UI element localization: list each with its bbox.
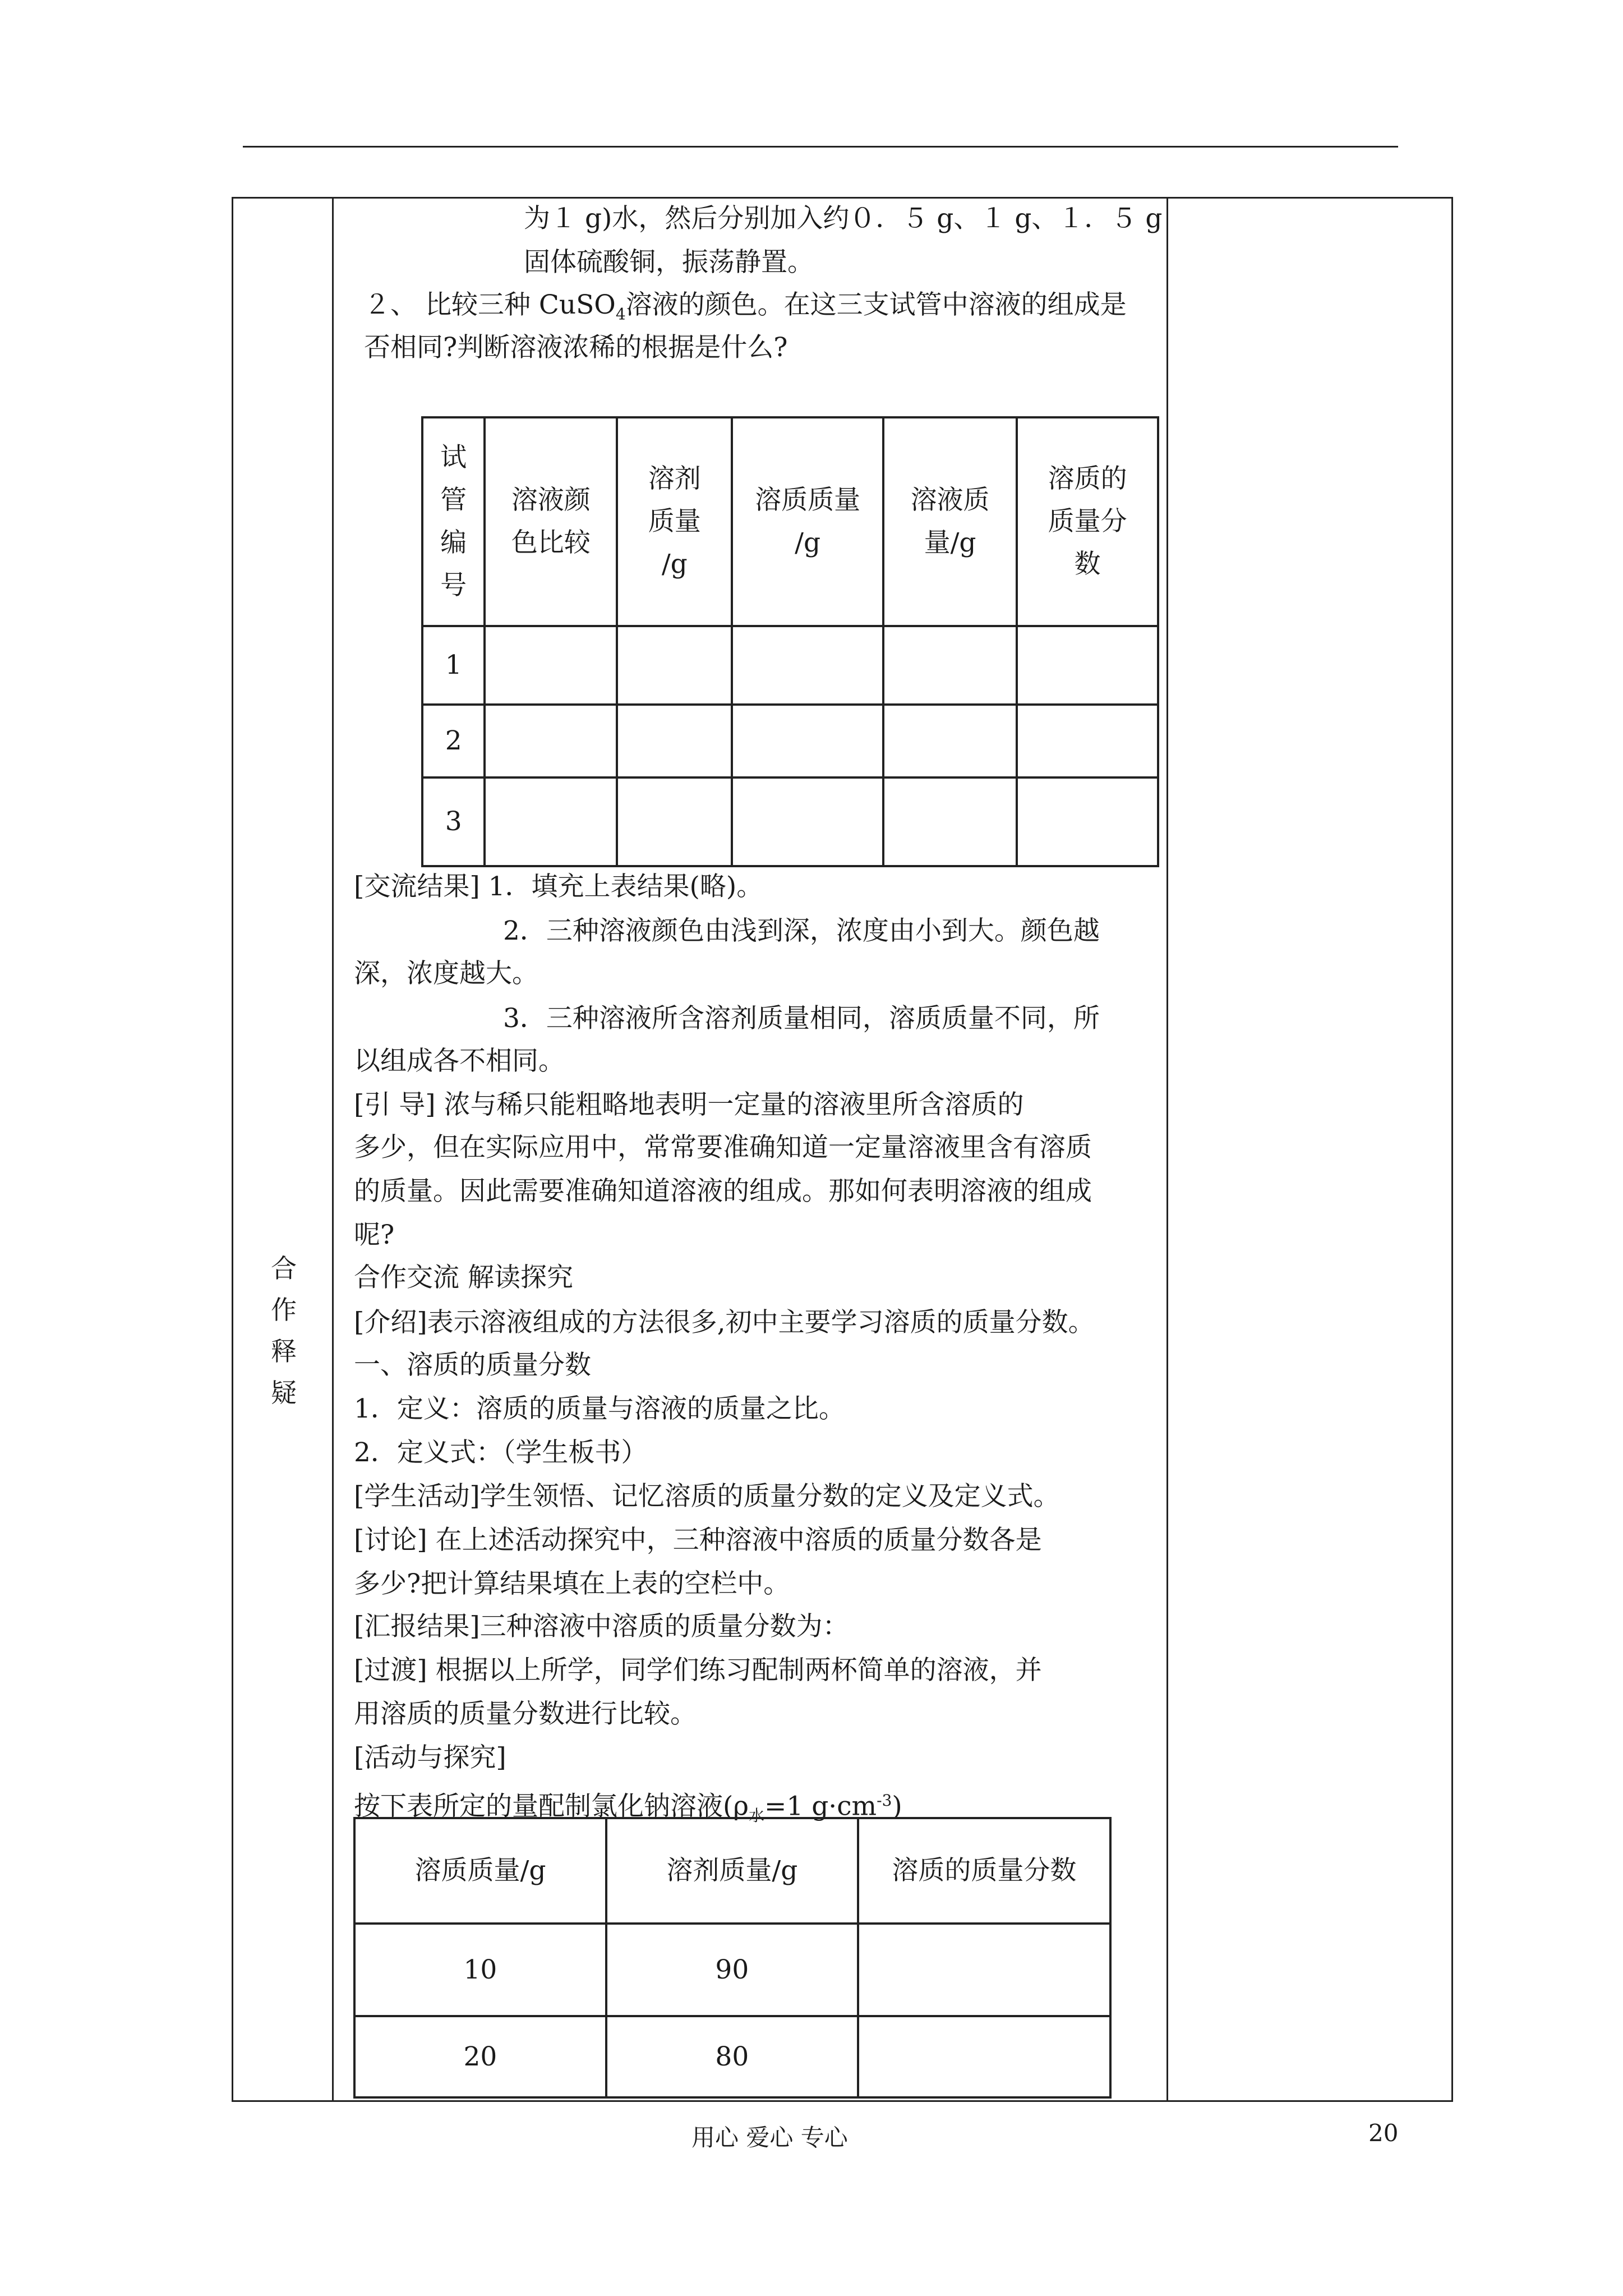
table-cell [1017,626,1158,705]
data-table-1 [421,416,1159,867]
table-row [422,777,1158,866]
section-label [267,1248,301,1414]
table-cell: 80 [606,2016,858,2097]
text-line: 多少?把计算结果填在上表的空栏中。 [354,1568,790,1599]
text-segment: ２、 比较三种 CuSO [364,289,616,320]
table-cell [858,1924,1110,2016]
table-cell: 1 [422,626,485,705]
column-divider-right [1166,199,1168,2100]
text-line: 深，浓度越大。 [354,958,538,989]
table-cell [617,626,732,705]
column-divider-left [332,199,334,2100]
table-cell [858,2016,1110,2097]
text-line: 用溶质的质量分数进行比较。 [354,1699,697,1729]
footer-slogan: 用心 爱心 专心 [691,2124,848,2151]
table-header-cell: 溶剂质量/g [606,1818,858,1924]
table-header-cell: 溶液颜 色比较 [485,417,617,626]
table-cell [485,626,617,705]
table-cell [883,705,1017,777]
text-line: 为１ g)水，然后分别加入约０．５ g、１ g、１．５ g [524,203,1163,234]
table-header-cell: 试 管 编 号 [422,417,485,626]
header-rule [243,146,1398,148]
text-line: [交流结果] 1．填充上表结果(略)。 [354,871,763,902]
section-label-char: 疑 [271,1378,297,1408]
text-line: [讨论] 在上述活动探究中，三种溶液中溶质的质量分数各是 [354,1525,1042,1556]
text-line [364,288,1127,331]
text-line: [活动与探究] [354,1742,506,1773]
table-row [422,626,1158,705]
text-line: 3．三种溶液所含溶剂质量相同，溶质质量不同，所 [503,1003,1100,1034]
text-line: 1．定义：溶质的质量与溶液的质量之比。 [354,1393,845,1424]
text-line: 固体硫酸铜，振荡静置。 [524,247,814,278]
text-line: [过渡] 根据以上所学，同学们练习配制两杯简单的溶液，并 [354,1655,1042,1686]
table-header-cell: 溶质质量 /g [732,417,883,626]
table-cell: 2 [422,705,485,777]
table-header-row [354,1818,1110,1924]
subscript: 水 [748,1806,764,1825]
text-line: [引 导] 浓与稀只能粗略地表明一定量的溶液里所含溶质的 [354,1089,1024,1120]
section-label-char: 合 [271,1253,297,1283]
text-line: 2．定义式：（学生板书） [354,1437,648,1468]
table-cell: 10 [354,1924,606,2016]
table-header-cell: 溶质的 质量分 数 [1017,417,1158,626]
table-cell [485,705,617,777]
superscript: -3 [877,1791,892,1810]
table-row [354,1924,1110,2016]
table-cell [1017,777,1158,866]
table-cell [883,777,1017,866]
table-cell [732,777,883,866]
text-line: 一、溶质的质量分数 [354,1350,591,1381]
text-line: 以组成各不相同。 [354,1046,565,1076]
table-header-cell: 溶质质量/g [354,1818,606,1924]
table-cell [485,777,617,866]
section-label-char: 释 [271,1336,297,1366]
text-line: 多少，但在实际应用中，常常要准确知道一定量溶液里含有溶质 [354,1132,1092,1163]
text-segment: ) [892,1791,902,1822]
table-cell: 3 [422,777,485,866]
text-line: [汇报结果]三种溶液中溶质的质量分数为： [354,1611,849,1642]
lesson-frame [232,197,1453,2102]
table-cell [617,705,732,777]
table-cell [1017,705,1158,777]
table-row [422,705,1158,777]
text-segment: =1 g·cm [764,1791,877,1822]
text-line: [学生活动]学生领悟、记忆溶质的质量分数的定义及定义式。 [354,1481,1060,1512]
table-header-cell: 溶剂 质量 /g [617,417,732,626]
table-cell [883,626,1017,705]
subscript: 4 [615,305,626,324]
table-cell [732,705,883,777]
data-table-2 [353,1817,1112,2099]
table-row [354,2016,1110,2097]
text-segment: 按下表所定的量配制氯化钠溶液(ρ [354,1791,749,1822]
table-header-row [422,417,1158,626]
table-cell [732,626,883,705]
table-header-cell: 溶质的质量分数 [858,1818,1110,1924]
text-line: 的质量。因此需要准确知道溶液的组成。那如何表明溶液的组成 [354,1176,1092,1207]
table-header-cell: 溶液质 量/g [883,417,1017,626]
text-line: 否相同?判断溶液浓稀的根据是什么? [364,332,788,363]
page-number: 20 [1368,2119,1399,2147]
text-segment: 溶液的颜色。在这三支试管中溶液的组成是 [625,289,1127,320]
text-line: 合作交流 解读探究 [354,1262,573,1293]
text-line: 2．三种溶液颜色由浅到深，浓度由小到大。颜色越 [503,915,1100,946]
text-line: [介绍]表示溶液组成的方法很多,初中主要学习溶质的质量分数。 [354,1307,1095,1338]
text-line: 呢? [354,1220,395,1250]
table-cell [617,777,732,866]
table-cell: 90 [606,1924,858,2016]
section-label-char: 作 [271,1295,297,1325]
table-cell: 20 [354,2016,606,2097]
